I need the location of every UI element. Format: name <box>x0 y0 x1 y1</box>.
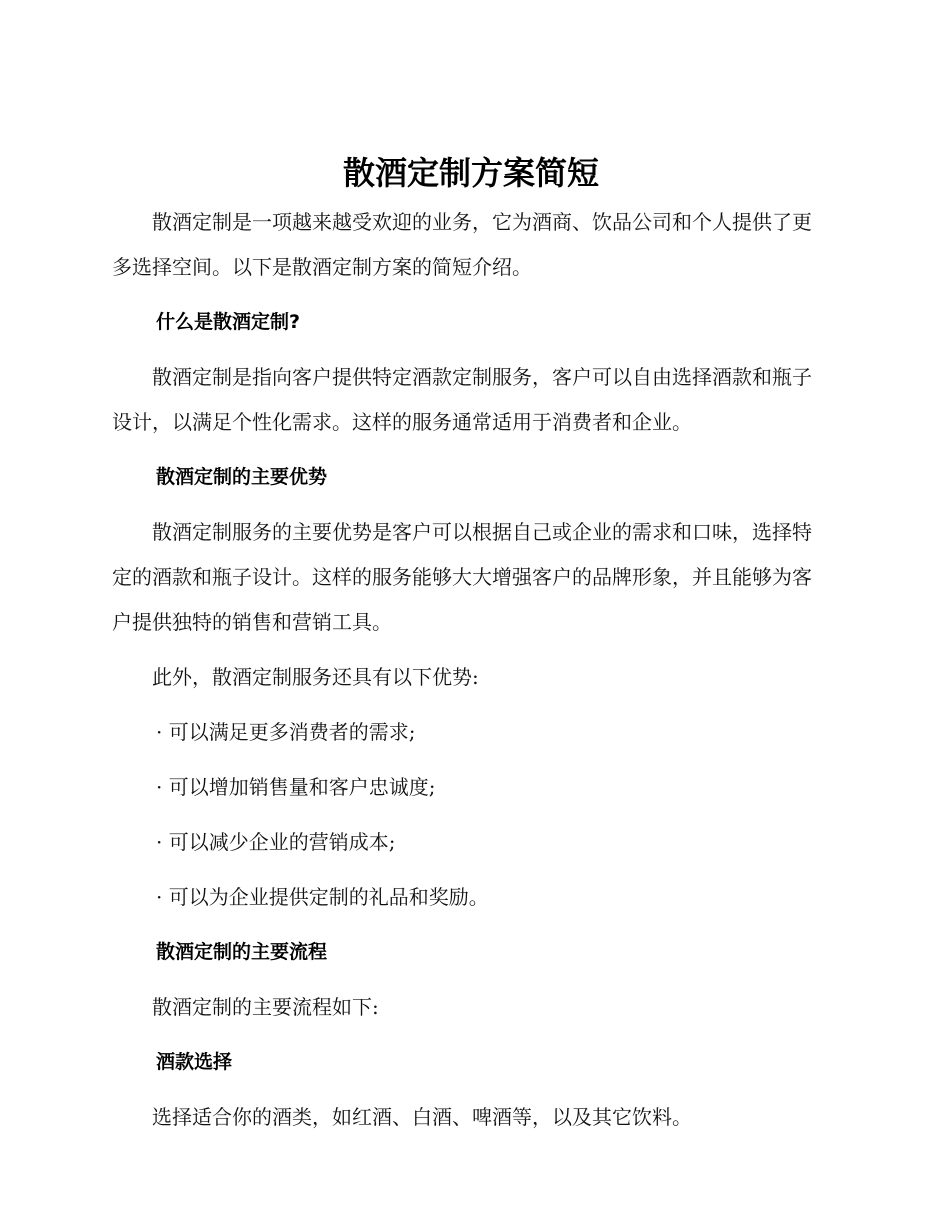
section-heading-selection: 酒款选择 <box>156 1051 233 1073</box>
section-heading-what: 什么是散酒定制? <box>156 311 301 333</box>
section-heading-process: 散酒定制的主要流程 <box>156 941 328 963</box>
advantage-bullet-item: · 可以增加销售量和客户忠诚度; <box>156 775 436 799</box>
document-content <box>112 148 830 1150</box>
section-advantages-paragraph: 散酒定制服务的主要优势是客户可以根据自己或企业的需求和口味，选择特定的酒款和瓶子设计。这样的服务能够大大增强客户的品牌形象，并且能够为客户提供独特的销售和营销工具。 <box>112 520 812 634</box>
section-heading-advantages: 散酒定制的主要优势 <box>156 466 328 488</box>
advantages-lead-paragraph: 此外，散酒定制服务还具有以下优势: <box>152 665 479 689</box>
section-process-paragraph: 散酒定制的主要流程如下: <box>152 995 379 1019</box>
intro-paragraph: 散酒定制是一项越来越受欢迎的业务，它为酒商、饮品公司和个人提供了更多选择空间。以下是散酒定制方案的简短介绍。 <box>112 210 812 279</box>
document-title: 散酒定制方案简短 <box>342 154 599 192</box>
section-what-paragraph: 散酒定制是指向客户提供特定酒款定制服务，客户可以自由选择酒款和瓶子设计，以满足个性化需求。这样的服务通常适用于消费者和企业。 <box>112 365 812 434</box>
advantage-bullet-item: · 可以减少企业的营销成本; <box>156 830 396 854</box>
section-selection-paragraph: 选择适合你的酒类，如红酒、白酒、啤酒等，以及其它饮料。 <box>152 1105 692 1129</box>
advantage-bullet-item: · 可以为企业提供定制的礼品和奖励。 <box>156 885 489 909</box>
advantage-bullet-item: · 可以满足更多消费者的需求; <box>156 720 416 744</box>
